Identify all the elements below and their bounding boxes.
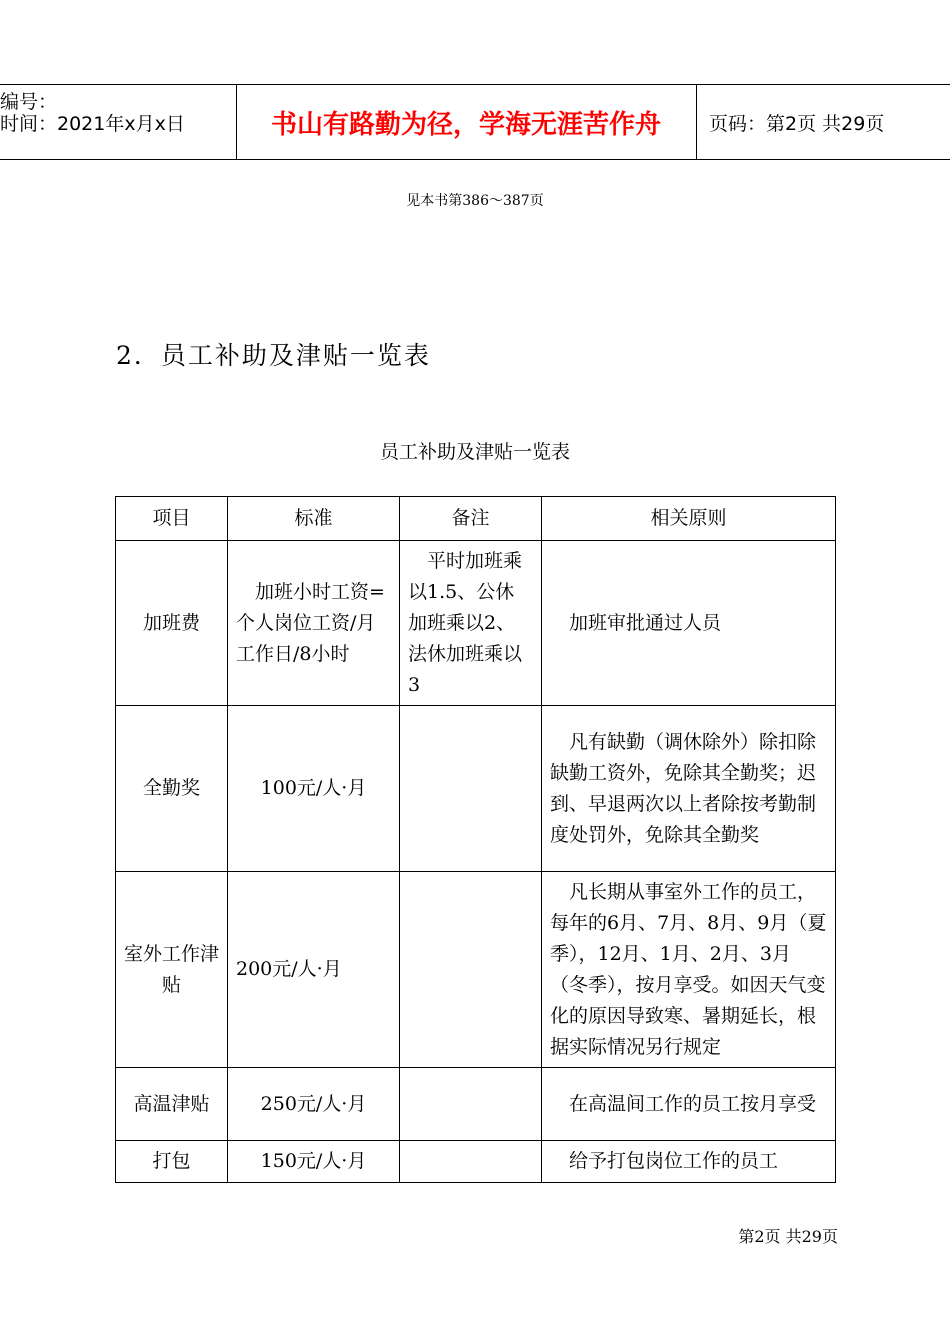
table-header-row bbox=[116, 497, 836, 541]
table-row bbox=[116, 706, 836, 872]
cell-rule: 给予打包岗位工作的员工 bbox=[542, 1141, 836, 1183]
column-header-standard: 标准 bbox=[228, 497, 400, 541]
table-row bbox=[116, 541, 836, 706]
cell-item: 室外工作津贴 bbox=[116, 872, 228, 1068]
cell-item: 高温津贴 bbox=[116, 1068, 228, 1141]
cell-standard: 250元/人·月 bbox=[228, 1068, 400, 1141]
column-header-note: 备注 bbox=[400, 497, 542, 541]
table-row bbox=[116, 1068, 836, 1141]
reference-note: 见本书第386～387页 bbox=[406, 193, 544, 209]
section-heading: 2．员工补助及津贴一览表 bbox=[116, 341, 431, 370]
header-page-info: 页码：第2页 共29页 bbox=[709, 112, 885, 135]
cell-note: 平时加班乘以1.5、公休加班乘以2、法休加班乘以3 bbox=[400, 541, 542, 706]
allowance-table bbox=[115, 496, 836, 1183]
cell-note bbox=[400, 872, 542, 1068]
doc-number-label: 编号： bbox=[0, 91, 58, 113]
column-header-item: 项目 bbox=[116, 497, 228, 541]
cell-rule: 凡有缺勤（调休除外）除扣除缺勤工资外，免除其全勤奖；迟到、早退两次以上者除按考勤制度处罚外，免除其全勤奖 bbox=[542, 706, 836, 872]
cell-standard: 100元/人·月 bbox=[228, 706, 400, 872]
cell-item: 全勤奖 bbox=[116, 706, 228, 872]
cell-item: 加班费 bbox=[116, 541, 228, 706]
table-title: 员工补助及津贴一览表 bbox=[379, 441, 570, 463]
cell-rule: 加班审批通过人员 bbox=[542, 541, 836, 706]
cell-rule: 在高温间工作的员工按月享受 bbox=[542, 1068, 836, 1141]
doc-time-label: 时间：2021年x月x日 bbox=[0, 113, 185, 135]
cell-note bbox=[400, 1068, 542, 1141]
header-motto: 书山有路勤为径，学海无涯苦作舟 bbox=[236, 85, 697, 159]
page-footer: 第2页 共29页 bbox=[738, 1227, 838, 1246]
cell-note bbox=[400, 706, 542, 872]
column-header-rule: 相关原则 bbox=[542, 497, 836, 541]
cell-note bbox=[400, 1141, 542, 1183]
cell-item: 打包 bbox=[116, 1141, 228, 1183]
cell-standard: 150元/人·月 bbox=[228, 1141, 400, 1183]
page-header bbox=[0, 84, 950, 160]
header-meta bbox=[0, 85, 237, 159]
table-row bbox=[116, 1141, 836, 1183]
cell-rule: 凡长期从事室外工作的员工，每年的6月、7月、8月、9月（夏季），12月、1月、2月、3月（冬季），按月享受。如因天气变化的原因导致寒、暑期延长，根据实际情况另行规定 bbox=[542, 872, 836, 1068]
table-row bbox=[116, 872, 836, 1068]
cell-standard: 加班小时工资=个人岗位工资/月工作日/8小时 bbox=[228, 541, 400, 706]
cell-standard: 200元/人·月 bbox=[228, 872, 400, 1068]
